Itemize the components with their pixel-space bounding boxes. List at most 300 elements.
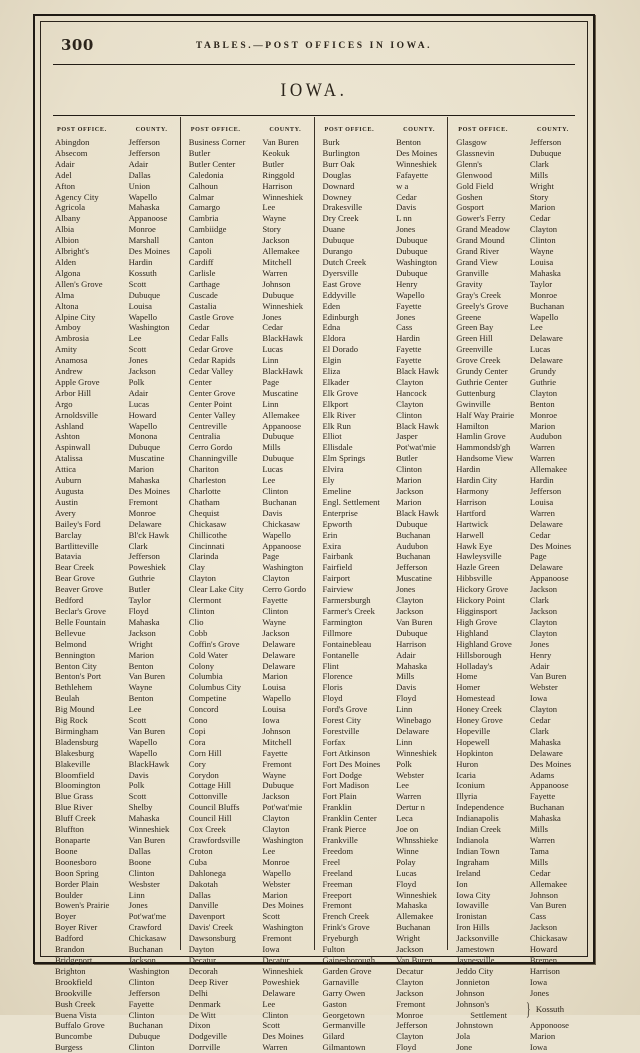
post-office-name: Copi	[188, 725, 206, 736]
post-office-name: Boonesboro	[55, 856, 97, 867]
table-row	[189, 344, 314, 355]
table-row	[323, 824, 448, 835]
post-office-name: Coffin's Grove	[188, 638, 240, 649]
county-name: Muscatine	[396, 573, 432, 584]
county-name: Marion	[396, 475, 422, 486]
table-row	[55, 355, 180, 366]
table-row	[456, 661, 581, 672]
table-row	[55, 562, 180, 573]
county-name: Benton	[128, 693, 154, 704]
county-name: Black Hawk	[396, 366, 439, 377]
table-row	[55, 410, 180, 421]
table-row	[189, 933, 314, 944]
county-name: Des Moines	[529, 540, 572, 551]
table-row	[55, 737, 180, 748]
post-office-name: Fontainebleau	[322, 638, 372, 649]
county-name: Adair	[529, 660, 550, 671]
county-name: Polk	[128, 780, 145, 791]
table-row	[189, 508, 314, 519]
county-name: Pot'wat'mie	[396, 442, 436, 453]
table-row	[323, 857, 448, 868]
county-name: Audubon	[396, 540, 429, 551]
table-row	[323, 170, 448, 181]
table-row	[456, 1042, 581, 1053]
county-name: Fremont	[262, 758, 292, 769]
post-office-name: Dyersville	[322, 267, 359, 278]
table-row	[323, 933, 448, 944]
county-name: Delaware	[262, 649, 296, 660]
table-row	[456, 999, 581, 1021]
county-name: Linn	[128, 889, 145, 900]
column-group	[180, 117, 314, 1053]
table-row	[55, 900, 180, 911]
table-row	[323, 661, 448, 672]
county-name: Van Buren	[396, 616, 433, 627]
table-row	[189, 366, 314, 377]
county-name: Clayton	[262, 824, 290, 835]
post-office-name: Fort Plain	[322, 791, 357, 802]
county-name: Lee	[128, 704, 142, 715]
post-office-name: Bellevue	[55, 627, 86, 638]
post-office-name: Burr Oak	[322, 158, 355, 169]
post-office-name: Brookville	[55, 987, 92, 998]
county-name: Winneshiek	[262, 191, 304, 202]
post-office-name: Elkader	[322, 376, 350, 387]
post-office-name: Absecom	[55, 147, 88, 158]
county-name: Polk	[396, 758, 412, 769]
post-office-name: Jeddo City	[456, 965, 494, 976]
table-row	[323, 900, 448, 911]
post-office-name: Honey Creek	[456, 704, 502, 715]
county-name: Fremont	[128, 496, 158, 507]
county-name: Buchanan	[262, 496, 297, 507]
table-row	[323, 1031, 448, 1042]
post-office-name: Ambrosia	[55, 333, 89, 344]
post-office-name: Gravity	[456, 278, 483, 289]
table-row	[55, 704, 180, 715]
county-name: Van Buren	[128, 835, 166, 845]
county-name: Van Buren	[529, 900, 567, 911]
column-header-row	[55, 122, 180, 136]
post-office-name: Center	[188, 376, 212, 387]
county-name: Fayette	[262, 747, 288, 758]
post-office-name: Freedom	[322, 845, 354, 856]
county-name: Howard	[529, 944, 558, 955]
county-name: Jackson	[128, 954, 156, 965]
county-name: Jackson	[396, 987, 424, 998]
county-name: Linn	[396, 704, 413, 715]
post-office-name: Gold Field	[456, 180, 494, 191]
table-row	[189, 661, 314, 672]
county-name: BlackHawk	[262, 333, 303, 344]
county-name: Winne	[396, 845, 419, 856]
post-office-name: Elk River	[322, 409, 356, 420]
county-name: Benton	[529, 398, 555, 409]
table-row	[55, 170, 180, 181]
table-row	[456, 671, 581, 682]
post-office-name: Florence	[322, 671, 353, 682]
county-name: Mahaska	[396, 660, 428, 671]
county-name: Adair	[128, 387, 149, 398]
post-office-name: Floyd	[322, 693, 343, 704]
table-row	[323, 606, 448, 617]
post-office-name: Indian Creek	[456, 824, 501, 835]
table-row	[456, 366, 581, 377]
county-name: BlackHawk	[262, 366, 303, 377]
county-name: Clayton	[262, 573, 290, 584]
post-office-name: Douglas	[322, 169, 352, 180]
post-office-name: El Dorado	[322, 344, 359, 355]
post-office-name: Beulah	[55, 693, 80, 704]
table-row	[323, 442, 448, 453]
county-name: Johnson	[262, 725, 291, 736]
table-row	[55, 464, 180, 475]
table-row	[55, 661, 180, 672]
table-row	[323, 355, 448, 366]
post-office-name: Enterprise	[322, 507, 358, 518]
table-row	[323, 475, 448, 486]
post-office-name: Delhi	[188, 987, 208, 998]
county-name: Harrison	[529, 965, 560, 976]
county-name: Marion	[529, 420, 556, 431]
post-office-name: Illyria	[456, 791, 478, 802]
county-name: Louisa	[262, 682, 286, 693]
post-office-name: Blakesburg	[55, 747, 94, 758]
post-office-name: Bear Grove	[55, 573, 95, 584]
post-office-name: Edinburgh	[322, 311, 359, 322]
post-office-name-line1: Johnson's	[456, 998, 490, 1009]
table-row	[456, 617, 581, 628]
county-name: Scott	[262, 911, 281, 922]
table-row	[456, 519, 581, 530]
post-office-name: Council Bluffs	[188, 802, 240, 813]
county-name: Wapello	[396, 289, 425, 300]
post-office-name: Iconium	[456, 780, 485, 791]
table-row	[456, 377, 581, 388]
post-office-name: Hickory Grove	[456, 584, 509, 595]
post-office-name: Fort Dodge	[322, 769, 362, 780]
county-name: Joe on	[396, 824, 419, 835]
table-row	[323, 137, 448, 148]
table-row	[323, 431, 448, 442]
table-row	[323, 322, 448, 333]
post-office-name: Jonnieton	[456, 976, 490, 987]
post-office-name: Chequist	[188, 507, 220, 518]
table-row	[456, 737, 581, 748]
table-row	[55, 453, 180, 464]
table-row	[189, 900, 314, 911]
post-office-name: Frankville	[322, 835, 358, 845]
post-office-name-line2: Settlement	[470, 1009, 508, 1020]
county-name: Decatur	[262, 954, 290, 965]
post-office-name: Channingville	[188, 453, 238, 464]
table-row	[323, 791, 448, 802]
county-name: Dubuque	[128, 442, 161, 453]
county-name: Van Buren	[396, 954, 433, 965]
county-name: Linn	[262, 398, 279, 409]
table-row	[456, 181, 581, 192]
post-office-name: Atalissa	[55, 453, 83, 464]
county-name: Fayette	[396, 300, 422, 311]
post-office-name: Bluff Creek	[55, 813, 96, 824]
county-name: Washington	[128, 322, 170, 333]
post-office-name: High Grove	[456, 616, 498, 627]
table-row	[456, 333, 581, 344]
county-name: Mahaska	[529, 813, 561, 824]
post-office-name: Hopkinton	[456, 747, 494, 758]
table-row	[189, 541, 314, 552]
column-group	[447, 117, 581, 1053]
table-row	[323, 573, 448, 584]
post-office-name: Cincinnati	[188, 540, 225, 551]
county-name: Cedar	[529, 213, 551, 224]
table-row	[323, 682, 448, 693]
county-name: Polk	[128, 376, 145, 387]
post-office-name: Charlotte	[188, 486, 221, 496]
county-name: Des Moines	[262, 900, 304, 911]
county-name: Delaware	[128, 518, 162, 529]
table-row	[189, 813, 314, 824]
post-office-name: Gainesborough	[322, 954, 376, 965]
table-row	[456, 802, 581, 813]
post-office-name: Cedar Grove	[188, 344, 233, 355]
county-name: Buchanan	[529, 802, 565, 813]
table-row	[456, 246, 581, 257]
county-name: Floyd	[128, 605, 149, 616]
post-office-name: Corn Hill	[188, 747, 222, 758]
county-name: Clayton	[396, 976, 424, 987]
post-office-name: Buena Vista	[55, 1009, 97, 1020]
table-row	[323, 802, 448, 813]
county-name: Adair	[128, 158, 149, 169]
table-row	[456, 791, 581, 802]
county-name: Butler	[128, 584, 151, 595]
county-name: Webster	[262, 878, 291, 889]
county-name: Taylor	[128, 595, 151, 606]
post-office-name: Amboy	[55, 322, 81, 333]
county-name: Whnsshieke	[396, 835, 439, 845]
county-name: Jackson	[262, 791, 290, 802]
post-office-name: Bedford	[55, 595, 84, 606]
post-office-name: Davenport	[188, 911, 226, 922]
county-name: Clinton	[396, 409, 422, 420]
county-name: Dubuque	[396, 235, 428, 246]
table-row	[189, 682, 314, 693]
county-name: Clayton	[396, 595, 424, 606]
county-name: Hancock	[396, 387, 427, 398]
table-row	[55, 617, 180, 628]
county-name: Wapello	[262, 693, 291, 704]
table-row	[456, 159, 581, 170]
post-office-header: POST OFFICE.	[324, 125, 375, 133]
county-name: Page	[529, 551, 547, 562]
county-name: Monroe	[128, 224, 156, 235]
table-row	[189, 202, 314, 213]
table-row	[55, 835, 180, 846]
table-row	[189, 1010, 314, 1021]
county-name: Cedar	[262, 322, 283, 333]
post-office-name: Elk Grove	[322, 387, 359, 398]
table-row	[55, 726, 180, 737]
post-office-name: Danville	[188, 900, 219, 911]
post-office-name: Hartford	[456, 507, 486, 518]
post-office-name: Fort Madison	[322, 780, 370, 791]
county-name: Jones	[396, 584, 416, 595]
post-office-name: Iowa City	[456, 889, 491, 900]
county-name: Wesbster	[128, 878, 160, 889]
table-row	[55, 1010, 180, 1021]
post-office-name: Brighton	[55, 965, 86, 976]
post-office-name: Cedar Valley	[188, 366, 234, 377]
post-office-name: Garry Owen	[322, 987, 366, 998]
post-office-name: Bonaparte	[55, 835, 91, 845]
post-office-name: Belle Fountain	[55, 616, 106, 627]
table-row	[456, 573, 581, 584]
county-name: Lucas	[529, 344, 551, 355]
county-name: Muscatine	[262, 387, 299, 398]
post-office-name: Cuscade	[188, 289, 218, 300]
post-office-name: Forfax	[322, 736, 346, 747]
county-name: Jackson	[396, 605, 424, 616]
table-row	[189, 726, 314, 737]
county-name: Louisa	[262, 704, 286, 715]
post-office-name: Clay	[188, 562, 205, 573]
column-header-row	[323, 122, 448, 136]
post-office-name: Fairbank	[322, 551, 354, 562]
post-office-name: Dry Creek	[322, 213, 359, 224]
county-name: Monroe	[529, 409, 558, 420]
county-name: Jones	[396, 311, 416, 322]
county-name: Cedar	[529, 529, 551, 540]
county-name: Story	[262, 224, 281, 235]
table-row	[55, 551, 180, 562]
post-office-name: Hardin	[456, 464, 481, 475]
post-office-name: Epworth	[322, 518, 353, 529]
post-office-name: Dutch Creek	[322, 256, 367, 267]
post-office-name: Clio	[188, 616, 204, 627]
post-office-name: Chickasaw	[188, 518, 227, 529]
post-office-name: Hopeville	[456, 725, 491, 736]
post-office-name: Columbus City	[188, 682, 242, 693]
table-row	[323, 813, 448, 824]
county-name: Lucas	[128, 398, 150, 409]
table-row	[456, 759, 581, 770]
county-name: Scott	[128, 344, 147, 355]
post-office-name: Jola	[456, 1031, 471, 1042]
county-name: Marion	[396, 496, 422, 507]
table-row	[189, 573, 314, 584]
county-name: Mills	[529, 856, 548, 867]
county-name: Cedar	[396, 191, 417, 202]
county-name: Floyd	[396, 878, 417, 889]
table-row	[189, 802, 314, 813]
county-name: Delaware	[529, 562, 563, 573]
county-name: Scott	[262, 1020, 281, 1031]
table-row	[323, 148, 448, 159]
post-office-name: Agency City	[55, 191, 99, 202]
table-row	[323, 944, 448, 955]
post-office-name: Deep River	[188, 976, 229, 987]
post-office-name: Ford's Grove	[322, 704, 368, 715]
post-office-name: Indianola	[456, 835, 489, 845]
county-name: Adams	[529, 769, 555, 780]
table-row	[323, 246, 448, 257]
post-office-name: Barclay	[55, 529, 82, 540]
page-frame	[33, 14, 595, 1053]
table-row	[189, 486, 314, 497]
county-name: Cedar	[529, 715, 551, 726]
table-row	[323, 704, 448, 715]
post-office-name: Clermont	[188, 595, 222, 606]
county-name: Iowa	[529, 1042, 548, 1053]
post-office-name: Fairfield	[322, 562, 353, 573]
county-name: Jefferson	[396, 562, 428, 573]
county-name: Linn	[396, 736, 413, 747]
page-number: 300	[61, 36, 94, 54]
table-row	[55, 388, 180, 399]
table-row	[456, 900, 581, 911]
post-office-name: Birmingham	[55, 725, 99, 736]
table-row	[456, 846, 581, 857]
post-office-name: Bennington	[55, 649, 96, 660]
post-office-name: Center Point	[188, 398, 232, 409]
post-office-name: Cottage Hill	[188, 780, 231, 791]
post-office-name: Garden Grove	[322, 965, 372, 976]
post-office-name: Burk	[322, 137, 340, 147]
county-name: Fayette	[396, 344, 422, 355]
county-name: Mahaska	[396, 900, 428, 911]
county-header: COUNTY.	[269, 125, 302, 133]
county-name: Clark	[529, 595, 549, 606]
post-office-name: Gwinville	[456, 398, 491, 409]
county-name: Polay	[396, 856, 416, 867]
table-row	[55, 192, 180, 203]
header-rule	[53, 64, 575, 65]
county-name: Mahaska	[128, 475, 160, 486]
county-name: Cass	[396, 322, 413, 333]
table-row	[55, 421, 180, 432]
table-row	[323, 1010, 448, 1021]
post-office-name: Cono	[188, 715, 208, 726]
post-office-name: Downard	[322, 180, 355, 191]
table-row	[189, 1020, 314, 1031]
county-name: Wapello	[128, 736, 158, 747]
county-name: Wapello	[262, 529, 291, 540]
county-name: Henry	[529, 649, 552, 660]
county-name: Monroe	[396, 1009, 424, 1020]
county-name: Lee	[262, 998, 276, 1009]
table-row	[189, 955, 314, 966]
county-name: Iowa	[529, 693, 548, 704]
post-office-name: Drakesville	[322, 202, 363, 213]
post-office-name: Hickory Point	[456, 595, 505, 606]
post-office-name: Guthrie Center	[456, 376, 508, 387]
table-row	[189, 606, 314, 617]
post-office-name: Gilmantown	[322, 1042, 366, 1053]
table-row	[323, 748, 448, 759]
county-name: Dubuque	[262, 780, 294, 791]
post-office-name: Decorah	[188, 965, 218, 976]
county-name: Scott	[128, 791, 147, 802]
table-row	[55, 431, 180, 442]
county-name: Wapello	[128, 420, 158, 431]
county-name: Kossuth	[535, 1003, 565, 1014]
table-row	[189, 835, 314, 846]
post-office-name: Butler	[188, 147, 211, 158]
table-row	[456, 944, 581, 955]
post-office-name: Fillmore	[322, 627, 353, 638]
table-row	[189, 399, 314, 410]
